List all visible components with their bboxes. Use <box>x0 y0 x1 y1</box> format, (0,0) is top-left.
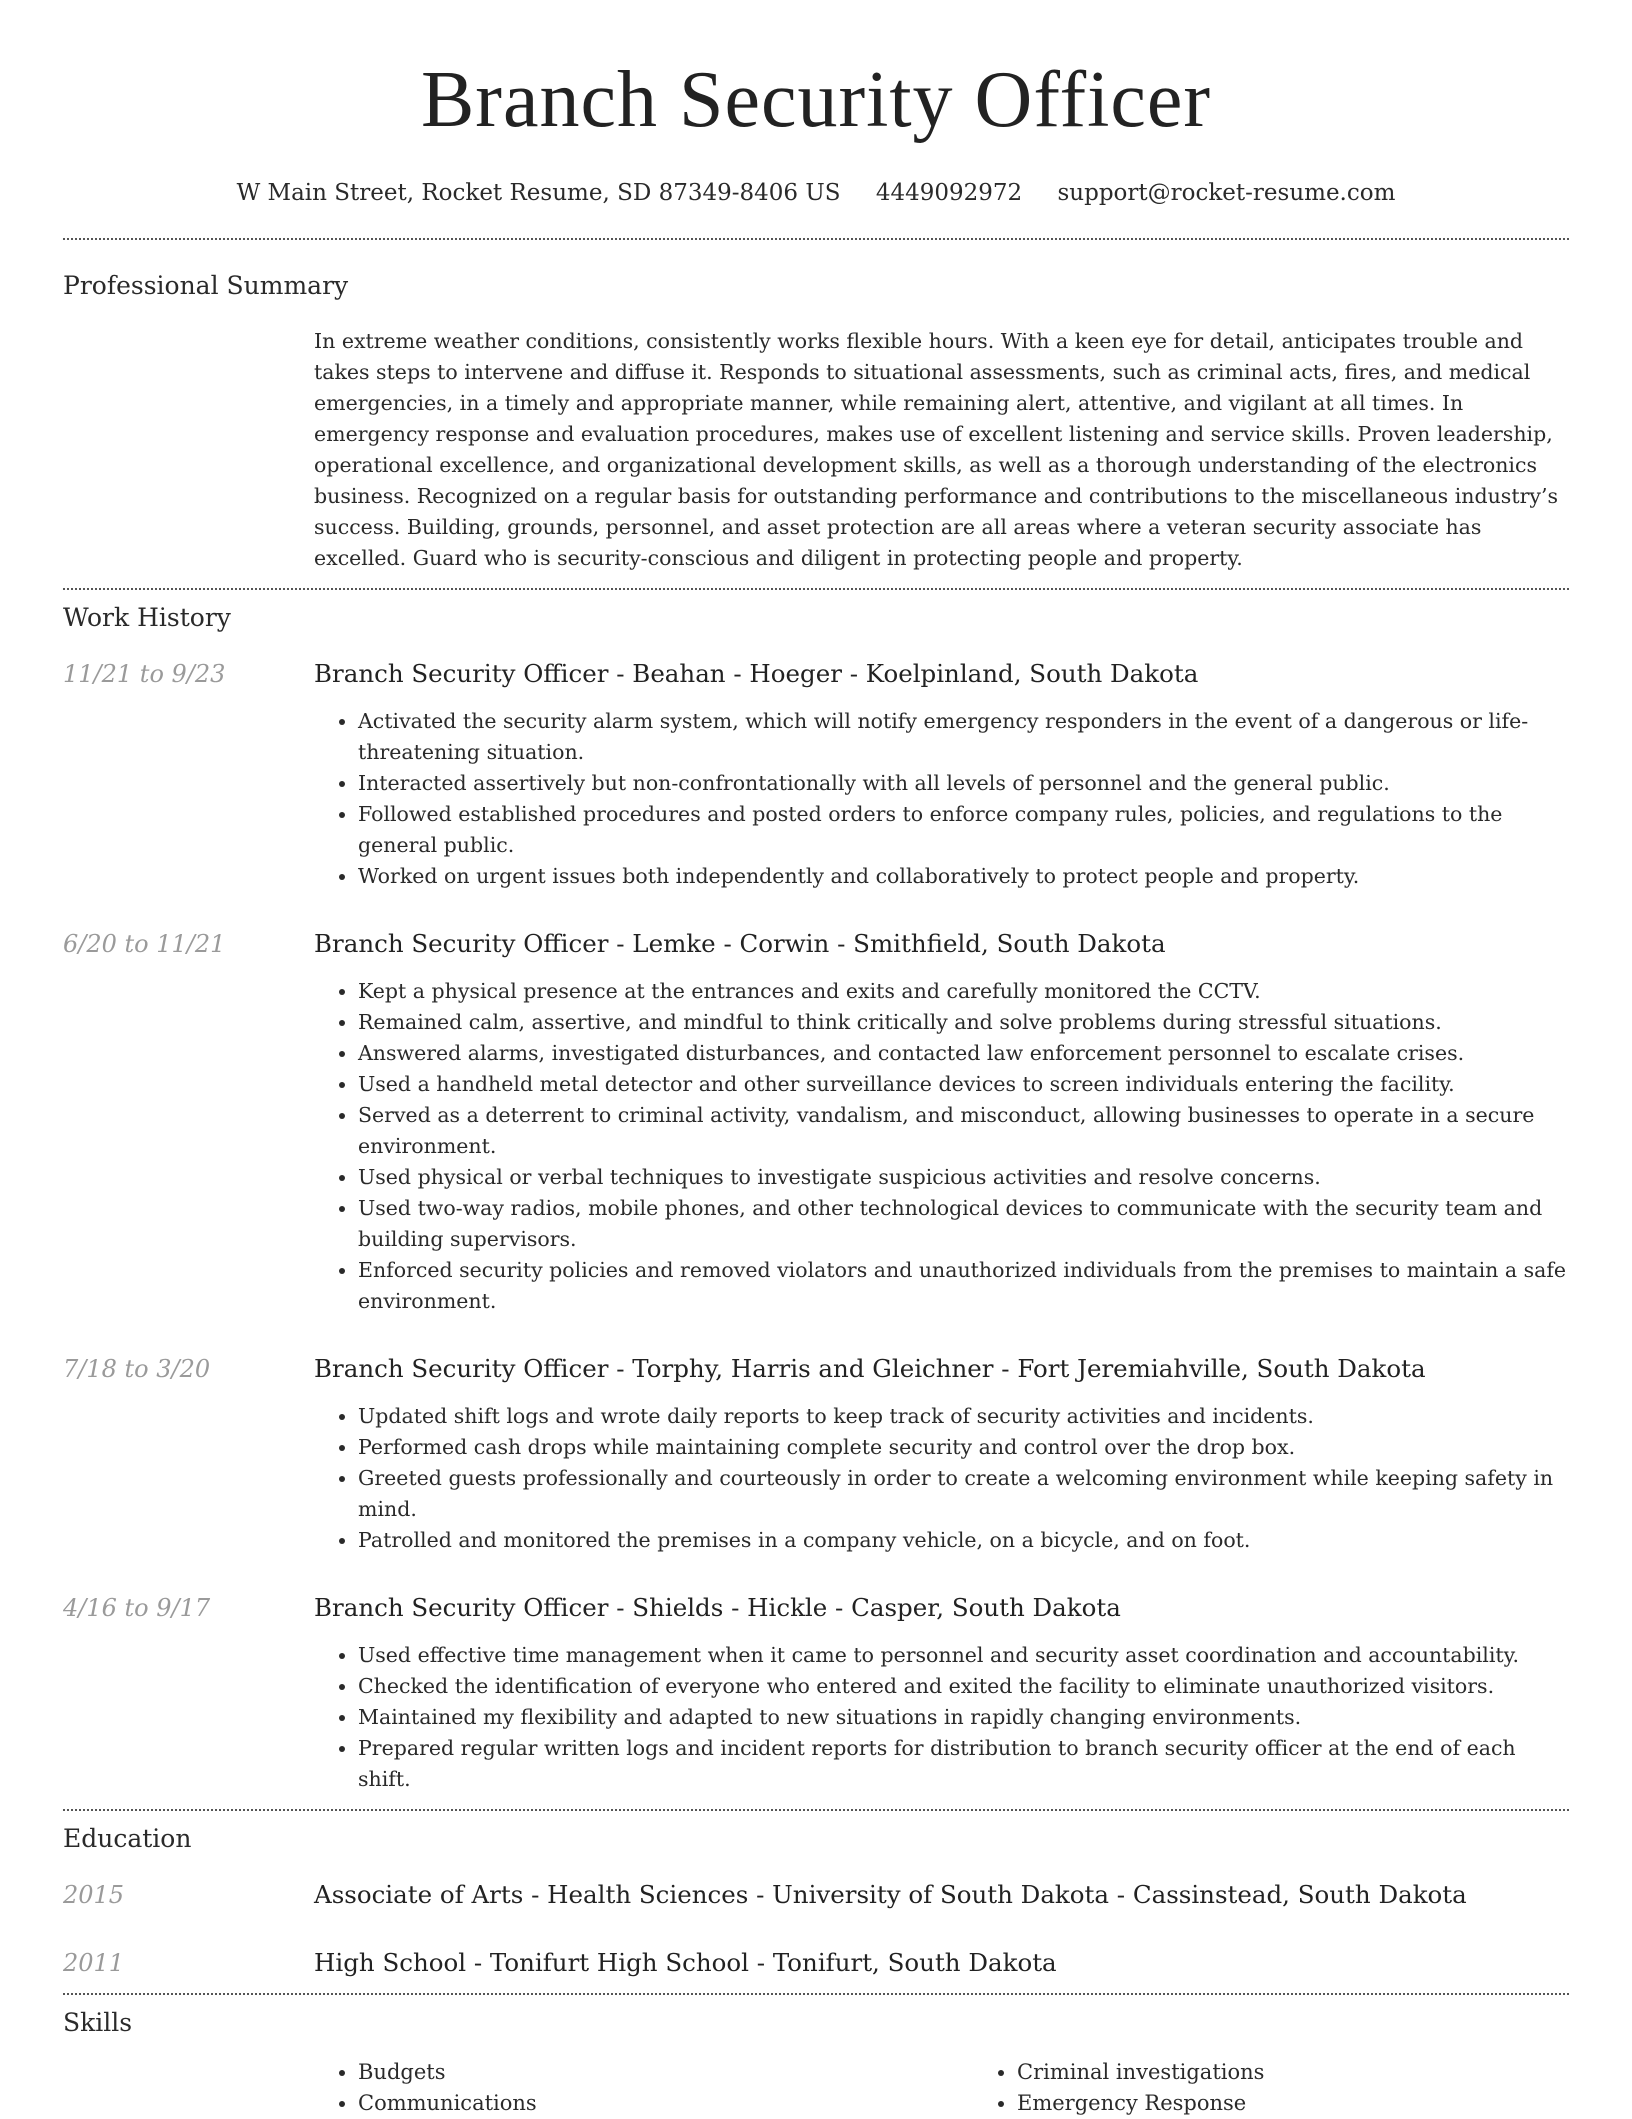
job-bullet: • Followed established procedures and posted orders to enforce company rules, policies, and regulations to the general public. <box>358 799 1569 861</box>
job-bullets <box>314 1401 1569 1556</box>
job-bullets <box>314 706 1569 892</box>
job-entry <box>63 1592 1569 1795</box>
job-bullet: • Kept a physical presence at the entrances and exits and carefully monitored the CCTV. <box>358 976 1569 1007</box>
job-bullet: • Greeted guests professionally and courteously in order to create a welcoming environment while keeping safety in mind. <box>358 1463 1569 1525</box>
job-bullet: • Used two-way radios, mobile phones, and other technological devices to communicate with the security team and building supervisors. <box>358 1193 1569 1255</box>
job-bullet: • Updated shift logs and wrote daily reports to keep track of security activities and incidents. <box>358 1401 1569 1432</box>
skill-item: • Emergency Response <box>1017 2088 1632 2119</box>
job-bullets <box>314 1640 1569 1795</box>
job-dates: 4/16 to 9/17 <box>63 1594 211 1622</box>
education-section <box>0 1811 1632 1993</box>
job-bullet: • Patrolled and monitored the premises in a company vehicle, on a bicycle, and on foot. <box>358 1525 1569 1556</box>
skill-item: • Criminal investigations <box>1017 2057 1632 2088</box>
job-bullets <box>314 976 1569 1317</box>
job-bullet: • Performed cash drops while maintaining complete security and control over the drop box. <box>358 1432 1569 1463</box>
job-bullet: • Checked the identification of everyone who entered and exited the facility to eliminate unauthorized visitors. <box>358 1671 1569 1702</box>
contact-address: W Main Street, Rocket Resume, SD 87349-8406 US <box>236 180 841 206</box>
resume-header <box>0 0 1632 208</box>
section-title-work: Work History <box>63 603 231 632</box>
education-year: 2015 <box>63 1881 125 1909</box>
skill-item: • Communications <box>358 2088 973 2119</box>
job-bullet: • Remained calm, assertive, and mindful to think critically and solve problems during stressful situations. <box>358 1007 1569 1038</box>
job-bullet: • Answered alarms, investigated disturbances, and contacted law enforcement personnel to escalate crises. <box>358 1038 1569 1069</box>
section-title-education: Education <box>63 1824 192 1853</box>
job-heading: Branch Security Officer - Lemke - Corwin - Smithfield, South Dakota <box>314 929 1166 958</box>
job-bullet: • Interacted assertively but non-confrontationally with all levels of personnel and the general public. <box>358 768 1569 799</box>
education-heading: Associate of Arts - Health Sciences - University of South Dakota - Cassinstead, South Dakota <box>314 1880 1467 1909</box>
job-entry <box>63 658 1569 892</box>
job-heading: Branch Security Officer - Beahan - Hoeger - Koelpinland, South Dakota <box>314 659 1199 688</box>
job-dates: 11/21 to 9/23 <box>63 660 226 688</box>
education-entry <box>63 1879 1569 1911</box>
contact-email: support@rocket-resume.com <box>1057 180 1396 206</box>
education-year: 2011 <box>63 1949 125 1977</box>
section-title-skills: Skills <box>63 2008 133 2037</box>
job-bullet: • Prepared regular written logs and incident reports for distribution to branch security officer at the end of each shift. <box>358 1733 1569 1795</box>
job-bullet: • Served as a deterrent to criminal activity, vandalism, and misconduct, allowing businesses to operate in a secure environment. <box>358 1100 1569 1162</box>
candidate-name: Branch Security Officer <box>420 56 1212 144</box>
job-dates: 6/20 to 11/21 <box>63 930 226 958</box>
job-heading: Branch Security Officer - Torphy, Harris and Gleichner - Fort Jeremiahville, South Dakota <box>314 1354 1426 1383</box>
section-title-summary: Professional Summary <box>63 271 349 300</box>
skills-list-left <box>314 2057 973 2119</box>
job-entry <box>63 1353 1569 1556</box>
job-dates: 7/18 to 3/20 <box>63 1355 211 1383</box>
contact-phone: 4449092972 <box>875 180 1023 206</box>
contact-line <box>0 178 1632 208</box>
education-heading: High School - Tonifurt High School - Tonifurt, South Dakota <box>314 1948 1057 1977</box>
job-bullet: • Enforced security policies and removed violators and unauthorized individuals from the premises to maintain a safe environment. <box>358 1255 1569 1317</box>
skills-section <box>0 1995 1632 2119</box>
job-entry <box>63 928 1569 1317</box>
job-bullet: • Used physical or verbal techniques to investigate suspicious activities and resolve concerns. <box>358 1162 1569 1193</box>
skill-item: • Budgets <box>358 2057 973 2088</box>
job-bullet: • Used effective time management when it came to personnel and security asset coordination and accountability. <box>358 1640 1569 1671</box>
summary-section <box>0 240 1632 588</box>
job-heading: Branch Security Officer - Shields - Hickle - Casper, South Dakota <box>314 1593 1121 1622</box>
education-entry <box>63 1947 1569 1979</box>
work-history-section <box>0 590 1632 1809</box>
job-bullet: • Used a handheld metal detector and other surveillance devices to screen individuals entering the facility. <box>358 1069 1569 1100</box>
job-bullet: • Maintained my flexibility and adapted to new situations in rapidly changing environments. <box>358 1702 1569 1733</box>
job-bullet: • Worked on urgent issues both independently and collaboratively to protect people and property. <box>358 861 1569 892</box>
job-bullet: • Activated the security alarm system, which will notify emergency responders in the event of a dangerous or life-threatening situation. <box>358 706 1569 768</box>
summary-text: In extreme weather conditions, consistently works flexible hours. With a keen eye for detail, anticipates trouble and takes steps to intervene and diffuse it. Responds to situational assessments, such as criminal acts, fires, and medical emergencies, in a timely and appropriate manner, while remaining alert, attentive, and vigilant at all times. In emergency response and evaluation procedures, makes use of excellent listening and service skills. Proven leadership, operational excellence, and organizational development skills, as well as a thorough understanding of the electronics business. Recognized on a regular basis for outstanding performance and contributions to the miscellaneous industry’s success. Building, grounds, personnel, and asset protection are all areas where a veteran security associate has excelled. Guard who is security-conscious and diligent in protecting people and property. <box>314 329 1558 570</box>
skills-list-right <box>973 2057 1632 2119</box>
